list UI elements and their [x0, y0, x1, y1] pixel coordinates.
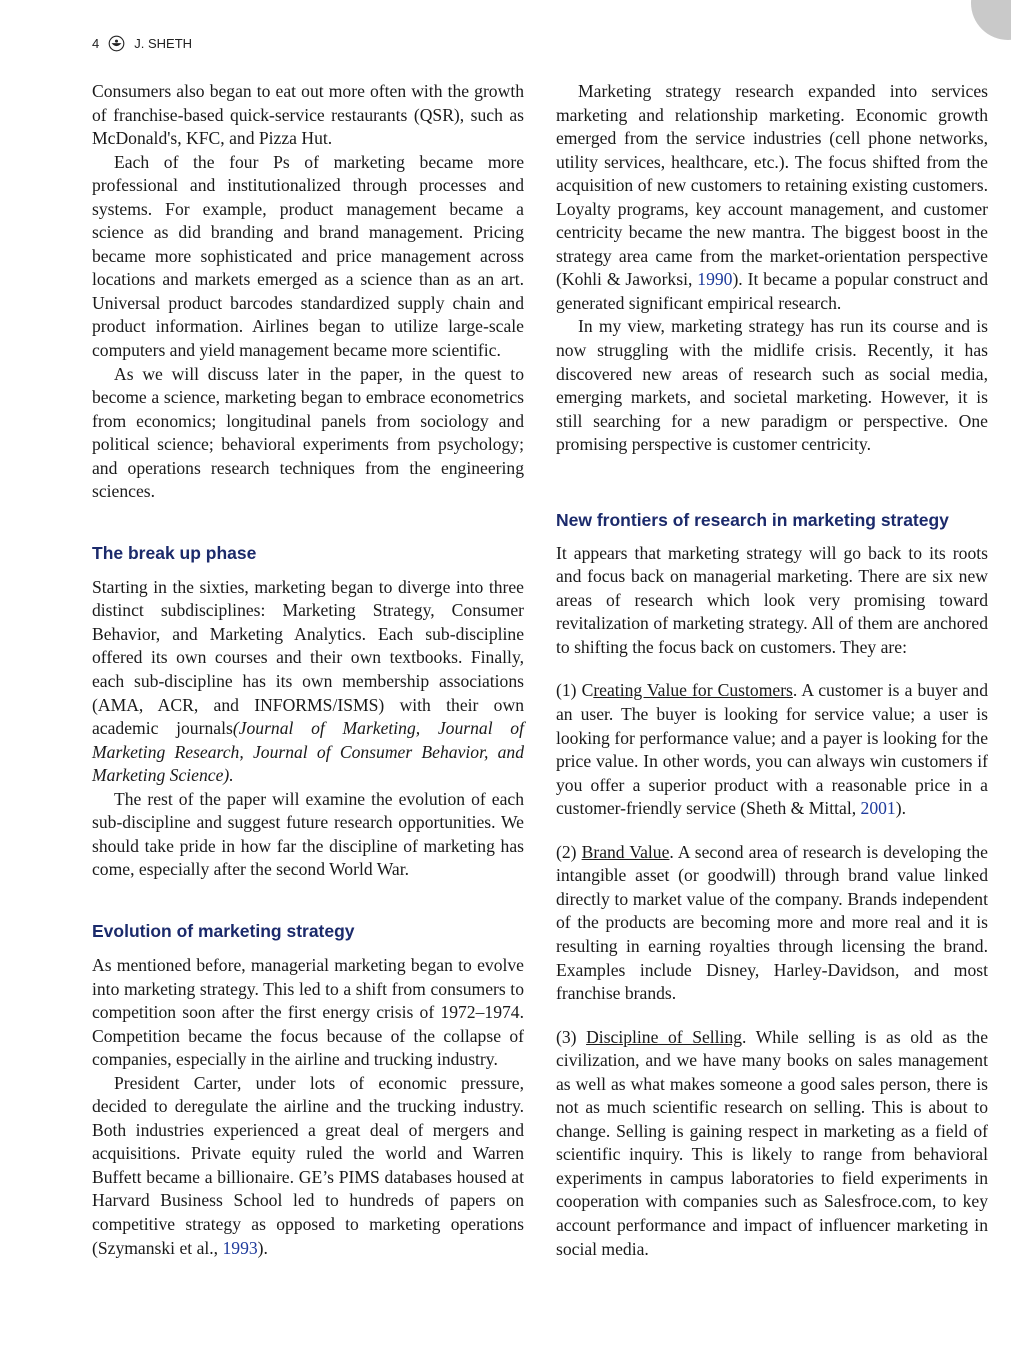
- running-header: [92, 33, 192, 53]
- section-heading-evolution: Evolution of marketing strategy: [92, 920, 355, 941]
- citation-link[interactable]: 1993: [222, 1237, 258, 1258]
- publisher-logo-icon: [108, 35, 125, 52]
- list-item-creating-value: (1) Creating Value for Customers. A customer is a buyer and an user. The buyer is looking for service value; a user is looking for performance value; and a payer is looking for the price value. In other words, you can always win customers if you offer a superior product with a reasonable price in a customer-friendly service (Sheth & Mittal, 2001).: [556, 680, 988, 819]
- left-column: [92, 80, 524, 1260]
- paragraph: In my view, marketing strategy has run its course and is now struggling with the midlife crisis. Recently, it has discovered new areas of research such as social media, emerging markets, and societal marketing. However, it is still searching for a new paradigm or perspective. One promising perspective is customer centricity.: [556, 316, 988, 455]
- page-corner-shadow: [971, 0, 1011, 40]
- section-heading-new-frontiers: New frontiers of research in marketing strategy: [556, 509, 949, 530]
- running-head-author: J. SHETH: [134, 35, 193, 51]
- page-number: 4: [92, 35, 100, 51]
- paragraph: President Carter, under lots of economic pressure, decided to deregulate the airline and the trucking industry. Both industries experienced a great deal of mergers and acquisitions. Private equity ruled the world and Warren Buffett became a billionaire. GE’s PIMS databases housed at Harvard Business School led to hundreds of papers on competitive strategy as opposed to marketing operations (Szymanski et al., 1993).: [92, 1072, 524, 1258]
- journal-list: (Journal of Marketing, Journal of Marketing Research, Journal of Consumer Behavior, and Marketing Science).: [92, 718, 524, 786]
- paragraph: As we will discuss later in the paper, in the quest to become a science, marketing began to embrace econometrics from economics; longitudinal panels from sociology and political science; behavioral experiments from psychology; and operations research techniques from the engineering sciences.: [92, 363, 524, 502]
- paragraph: Marketing strategy research expanded into services marketing and relationship marketing. Economic growth emerged from the service industries (cell phone networks, utility services, healthcare, etc.). The focus shifted from the acquisition of new customers to retaining existing customers. Loyalty programs, key account management, and customer centricity became the new mantra. The biggest boost in the strategy area came from the market-orientation perspective (Kohli & Jaworksi, 1990). It became a popular construct and generated significant empirical research.: [556, 81, 989, 313]
- paragraph: As mentioned before, managerial marketing began to evolve into marketing strategy. This led to a shift from consumers to competition soon after the first energy crisis of 1972–1974. Competition became the focus because of the collapse of companies, especially in the airline and trucking industry.: [92, 954, 524, 1070]
- section-heading-break-up-phase: The break up phase: [92, 542, 257, 563]
- paragraph: Each of the four Ps of marketing became more professional and institutionalized through processes and systems. For example, product management became a science as did branding and brand management. Pricing became more sophisticated and price management across locations and markets emerged as a science than as an art. Universal product barcodes standardized supply chain and product information. Airlines began to utilize large-scale computers and yield management became more scientific.: [92, 151, 524, 361]
- paragraph: The rest of the paper will examine the evolution of each sub-discipline and suggest future research opportunities. We should take pride in how far the discipline of marketing has come, especially after the second World War.: [92, 788, 524, 880]
- right-column: [556, 80, 988, 1261]
- list-item-brand-value: (2) Brand Value. A second area of research is developing the intangible asset (or goodwill) through brand value linked directly to market value of the company. Brands independent of the products are becoming more and more real and it is resulting in earning royalties through licensing the brand. Examples include Disney, Harley-Davidson, and most franchise brands.: [556, 841, 988, 1004]
- paragraph: Starting in the sixties, marketing began to diverge into three distinct subdisciplines: Marketing Strategy, Consumer Behavior, and Marketing Analytics. Each sub-discipline offered its own courses and their own textbooks. Finally, each sub-discipline has its own membership associations (AMA, ACR, and INFORMS/ISMS) with their own academic journals(Journal of Marketing, Journal of Marketing Research, Journal of Consumer Behavior, and Marketing Science).: [92, 576, 524, 786]
- citation-link[interactable]: 2001: [860, 798, 896, 819]
- list-item-discipline-of-selling: (3) Discipline of Selling. While selling is as old as the civilization, and we have many books on sales management as well as what makes someone a good sales person, there is not as much scientific research on selling. This is about to change. Selling is gaining respect in marketing as a field of scientific inquiry. This is likely to range from behavioral experiments in campus laboratories to field experiments in cooperation with companies such as Salesfroce.com, to key account performance and impact of influencer marketing in social media.: [556, 1026, 988, 1259]
- paragraph: It appears that marketing strategy will go back to its roots and focus back on managerial marketing. There are six new areas of research which look very promising toward revitalization of marketing strategy. All of them are anchored to shifting the focus back on customers. They are:: [556, 542, 988, 657]
- citation-link[interactable]: 1990: [697, 269, 733, 290]
- paragraph: Consumers also began to eat out more often with the growth of franchise-based quick-service restaurants (QSR), such as McDonald's, KFC, and Pizza Hut.: [92, 81, 524, 149]
